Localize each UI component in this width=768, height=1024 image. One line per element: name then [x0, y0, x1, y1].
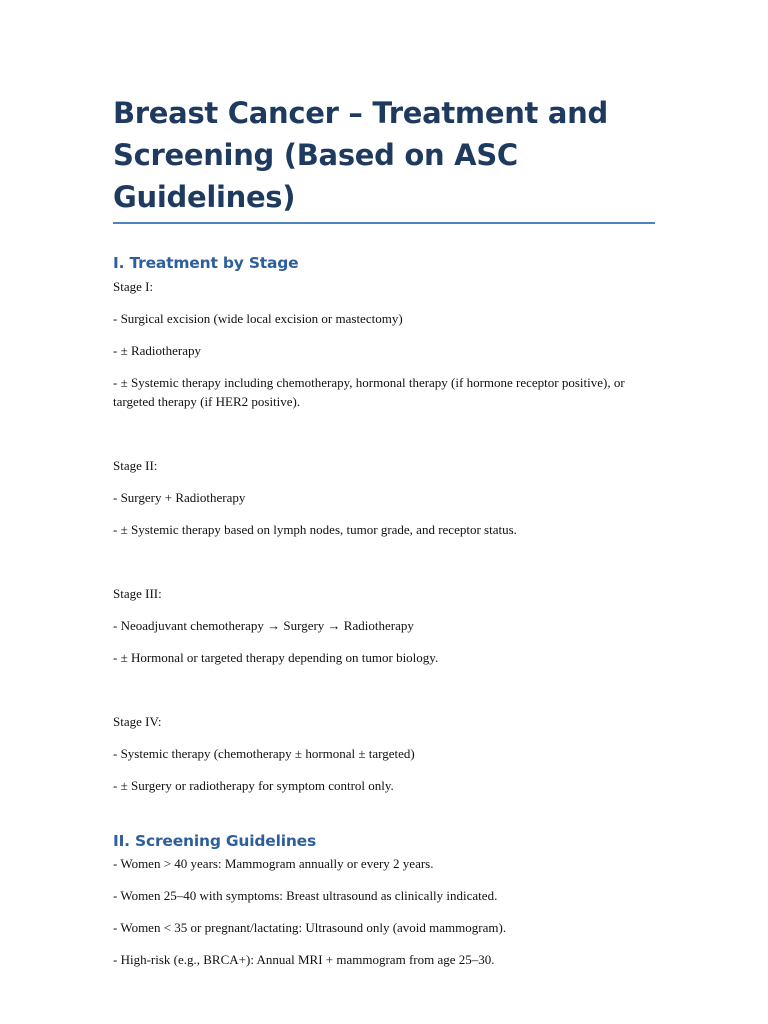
stage-3-item: - ± Hormonal or targeted therapy depending on tumor biology. [113, 650, 439, 665]
screening-item: - Women > 40 years: Mammogram annually or every 2 years. [113, 856, 434, 871]
document-page [113, 92, 655, 969]
stage-1-item: - ± Systemic therapy including chemotherapy, hormonal therapy (if hormone receptor positive), or targeted therapy (if HER2 positive). [113, 375, 625, 409]
screening-item: - Women 25–40 with symptoms: Breast ultrasound as clinically indicated. [113, 888, 498, 903]
stage-label-1: Stage I: [113, 279, 154, 294]
stage-2-item: - ± Systemic therapy based on lymph nodes, tumor grade, and receptor status. [113, 522, 517, 537]
stage-3-item: - Neoadjuvant chemotherapy → Surgery → Radiotherapy [113, 618, 414, 633]
title-divider [113, 222, 655, 224]
stage-label-4: Stage IV: [113, 714, 162, 729]
stage-label-3: Stage III: [113, 586, 162, 601]
section-heading-screening: II. Screening Guidelines [113, 832, 316, 850]
screening-item: - High-risk (e.g., BRCA+): Annual MRI + mammogram from age 25–30. [113, 952, 495, 967]
stage-4-item: - Systemic therapy (chemotherapy ± hormonal ± targeted) [113, 746, 415, 761]
screening-item: - Women < 35 or pregnant/lactating: Ultrasound only (avoid mammogram). [113, 920, 507, 935]
section-heading-treatment: I. Treatment by Stage [113, 254, 299, 272]
stage-4-item: - ± Surgery or radiotherapy for symptom control only. [113, 778, 394, 793]
stage-1-item: - ± Radiotherapy [113, 343, 201, 358]
page-title: Breast Cancer – Treatment and Screening (Based on ASC Guidelines) [113, 96, 608, 214]
stage-2-item: - Surgery + Radiotherapy [113, 490, 246, 505]
stage-1-item: - Surgical excision (wide local excision or mastectomy) [113, 311, 403, 326]
stage-label-2: Stage II: [113, 458, 158, 473]
